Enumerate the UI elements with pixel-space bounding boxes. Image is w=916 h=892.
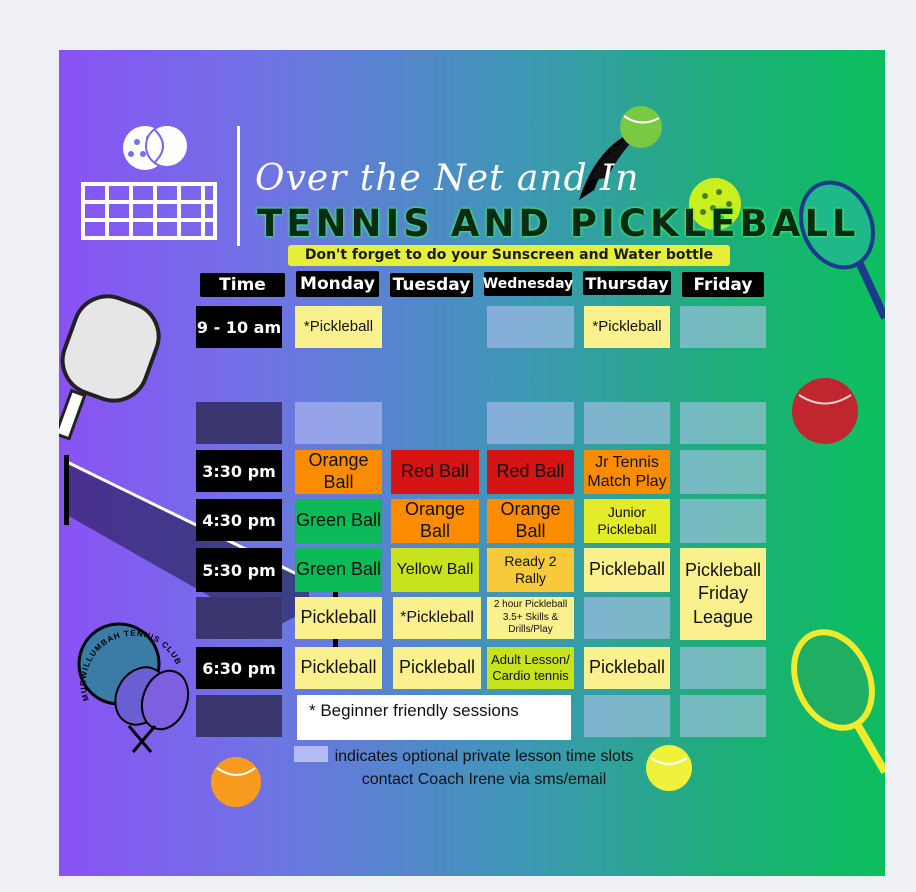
session-thu-330: Jr Tennis Match Play bbox=[584, 450, 670, 494]
session-thu-430: Junior Pickleball bbox=[584, 499, 670, 543]
session-tue-630: Pickleball bbox=[393, 647, 481, 689]
private-slot bbox=[680, 450, 766, 494]
private-slot bbox=[680, 499, 766, 543]
session-tue-600: *Pickleball bbox=[393, 597, 481, 639]
time-slot-blank bbox=[196, 695, 282, 737]
private-slot bbox=[680, 695, 766, 737]
header-wednesday: Wednesday bbox=[484, 272, 572, 296]
session-mon-600: Pickleball bbox=[295, 597, 382, 639]
session-thu-630: Pickleball bbox=[584, 647, 670, 689]
time-530pm: 5:30 pm bbox=[196, 548, 282, 592]
session-tue-530: Yellow Ball bbox=[391, 548, 479, 592]
time-slot-blank bbox=[196, 402, 282, 444]
session-wed-530: Ready 2 Rally bbox=[487, 548, 574, 592]
session-wed-430: Orange Ball bbox=[487, 499, 574, 543]
schedule-poster bbox=[59, 50, 885, 876]
time-330pm: 3:30 pm bbox=[196, 450, 282, 492]
club-name-ring bbox=[69, 610, 189, 730]
header-monday: Monday bbox=[296, 271, 379, 297]
private-slot bbox=[584, 597, 670, 639]
time-430pm: 4:30 pm bbox=[196, 499, 282, 541]
session-tue-330: Red Ball bbox=[391, 450, 479, 494]
private-slot bbox=[680, 647, 766, 689]
session-fri-530: Pickleball Friday League bbox=[680, 548, 766, 640]
club-name-text: MURWILLUMBAH TENNIS CLUB bbox=[78, 628, 184, 703]
session-wed-600: 2 hour Pickleball 3.5+ Skills & Drills/Play bbox=[487, 597, 574, 639]
private-slot bbox=[680, 402, 766, 444]
yellow-tennis-ball-icon bbox=[646, 745, 692, 791]
session-tue-430: Orange Ball bbox=[391, 499, 479, 543]
beginner-note: * Beginner friendly sessions bbox=[297, 695, 571, 740]
orange-tennis-ball-icon bbox=[211, 757, 261, 807]
header-tuesday: Tuesday bbox=[390, 273, 473, 297]
private-slot bbox=[487, 402, 574, 444]
svg-text:MURWILLUMBAH TENNIS CLUB bbox=[79, 629, 183, 702]
private-slot bbox=[295, 402, 382, 444]
header-time: Time bbox=[200, 273, 285, 297]
session-mon-630: Pickleball bbox=[295, 647, 382, 689]
session-mon-530: Green Ball bbox=[295, 548, 382, 592]
private-slot bbox=[584, 402, 670, 444]
title-script-line: Over the Net and In bbox=[255, 158, 640, 199]
time-slot-blank bbox=[196, 597, 282, 639]
pickleball-paddle-icon bbox=[59, 287, 168, 439]
session-wed-630: Adult Lesson/ Cardio tennis bbox=[487, 647, 574, 689]
legend-text: indicates optional private lesson time slots contact Coach Irene via sms/email bbox=[334, 748, 634, 788]
time-9am: 9 - 10 am bbox=[196, 306, 282, 348]
private-slot bbox=[584, 695, 670, 737]
session-mon-9am: *Pickleball bbox=[295, 306, 382, 348]
private-slot bbox=[487, 306, 574, 348]
pickleball-logo-icon bbox=[123, 125, 188, 170]
time-630pm: 6:30 pm bbox=[196, 647, 282, 689]
red-tennis-ball-icon bbox=[792, 378, 858, 444]
session-thu-530: Pickleball bbox=[584, 548, 670, 592]
session-mon-330: Orange Ball bbox=[295, 450, 382, 494]
session-wed-330: Red Ball bbox=[487, 450, 574, 494]
title-main-line: TENNIS AND PICKLEBALL bbox=[257, 202, 860, 245]
net-icon bbox=[83, 184, 215, 238]
header-friday: Friday bbox=[682, 272, 764, 297]
header-thursday: Thursday bbox=[583, 271, 671, 295]
yellow-racket-icon bbox=[779, 619, 885, 772]
subtitle-banner: Don't forget to do your Sunscreen and Water bottle bbox=[288, 245, 730, 266]
title-divider bbox=[237, 126, 240, 246]
session-mon-430: Green Ball bbox=[295, 499, 382, 543]
legend-swatch bbox=[294, 746, 328, 762]
session-thu-9am: *Pickleball bbox=[584, 306, 670, 348]
private-slot bbox=[680, 306, 766, 348]
